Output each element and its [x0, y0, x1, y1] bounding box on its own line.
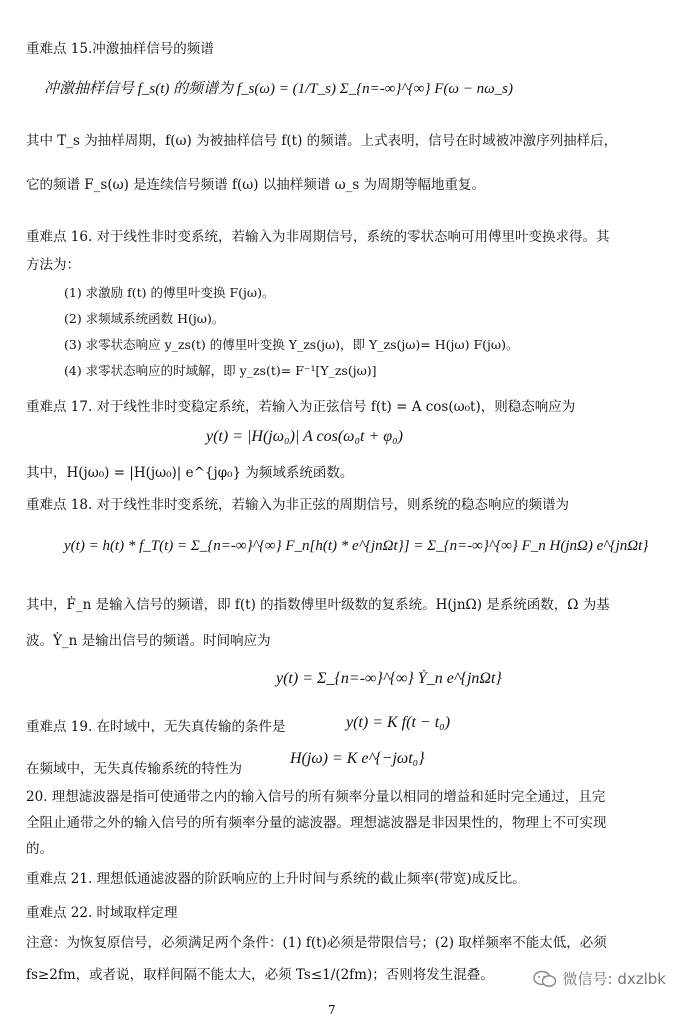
- step-1: (1) 求激励 f(t) 的傅里叶变换 F(jω)。: [64, 285, 275, 300]
- formula-steady-response: y(t) = |H(jω₀)| A cos(ω₀t + φ₀): [206, 428, 404, 445]
- heading-point-18: 重难点 18. 对于线性非时变系统，若输入为非正弦的周期信号，则系统的稳态响应的频谱为: [26, 497, 570, 513]
- paragraph-line: 其中 T_s 为抽样周期，f(ω) 为被抽样信号 f(t) 的频谱。上式表明，信号在时域被冲激序列抽样后，: [26, 133, 618, 149]
- page-number: 7: [328, 1003, 336, 1017]
- formula-time-domain-condition: y(t) = K f(t − t₀): [346, 714, 451, 731]
- step-4: (4) 求零状态响应的时域解，即 y_zs(t)= F⁻¹[Y_zs(jω)]: [64, 363, 377, 378]
- step-3: (3) 求零状态响应 y_zs(t) 的傅里叶变换 Y_zs(jω)，即 Y_zs(jω)= H(jω) F(jω)。: [64, 337, 519, 352]
- heading-point-16: 重难点 16. 对于线性非时变系统，若输入为非周期信号，系统的零状态响可用傅里叶变换求得。其: [26, 229, 610, 245]
- formula-periodic-response: y(t) = h(t) * f_T(t) = Σ_{n=-∞}^{∞} F_n[h(t) * e^{jnΩt}] = Σ_{n=-∞}^{∞} F_n H(jnΩ) e^{jnΩt}: [64, 538, 649, 554]
- paragraph-line: fs≥2fm，或者说，取样间隔不能太大，必须 Ts≤1/(2fm)；否则将发生混叠。: [26, 967, 494, 983]
- paragraph-line: 在频域中，无失真传输系统的特性为: [26, 761, 242, 777]
- wechat-watermark: [533, 968, 666, 989]
- heading-point-21: 重难点 21. 理想低通滤波器的阶跃响应的上升时间与系统的截止频率(带宽)成反比。: [26, 871, 526, 887]
- paragraph-line: 它的频谱 F_s(ω) 是连续信号频谱 f(ω) 以抽样频谱 ω_s 为周期等幅地重复。: [26, 177, 486, 193]
- heading-point-19: 重难点 19. 在时域中，无失真传输的条件是: [26, 719, 286, 735]
- paragraph-line: 注意：为恢复原信号，必须满足两个条件：(1) f(t)必须是带限信号；(2) 取样频率不能太低，必须: [26, 935, 607, 951]
- paragraph-line: 的。: [26, 841, 53, 857]
- paragraph-line: 其中，H(jω₀) = |H(jω₀)| e^{jφ₀} 为频域系统函数。: [26, 465, 354, 481]
- paragraph-line: 其中，Ḟ_n 是输入信号的频谱，即 f(t) 的指数傅里叶级数的复系统。H(jnΩ) 是系统函数，Ω 为基: [26, 597, 610, 613]
- wechat-icon: [533, 970, 557, 988]
- paragraph-20: 20. 理想滤波器是指可使通带之内的输入信号的所有频率分量以相同的增益和延时完全通过，且完: [26, 789, 606, 805]
- step-2: (2) 求频域系统函数 H(jω)。: [64, 311, 225, 326]
- paragraph-line: 全阻止通带之外的输入信号的所有频率分量的滤波器。理想滤波器是非因果性的，物理上不可实现: [26, 815, 607, 831]
- formula-freq-domain-condition: H(jω) = K e^{−jωt₀}: [290, 750, 425, 767]
- watermark-text: 微信号: dxzlbk: [562, 970, 666, 988]
- heading-point-15: 重难点 15.冲激抽样信号的频谱: [26, 41, 214, 57]
- formula-sampled-spectrum: 冲激抽样信号 f_s(t) 的频谱为 f_s(ω) = (1/T_s) Σ_{n=-∞}^{∞} F(ω − nω_s): [44, 81, 513, 97]
- paragraph-line: 方法为：: [26, 257, 80, 273]
- heading-point-22: 重难点 22. 时域取样定理: [26, 905, 178, 921]
- paragraph-line: 波。Ẏ_n 是输出信号的频谱。时间响应为: [26, 633, 271, 649]
- formula-time-response: y(t) = Σ_{n=-∞}^{∞} Ẏ_n e^{jnΩt}: [276, 670, 502, 687]
- heading-point-17: 重难点 17. 对于线性非时变稳定系统，若输入为正弦信号 f(t) = A cos(ω₀t)，则稳态响应为: [26, 399, 576, 415]
